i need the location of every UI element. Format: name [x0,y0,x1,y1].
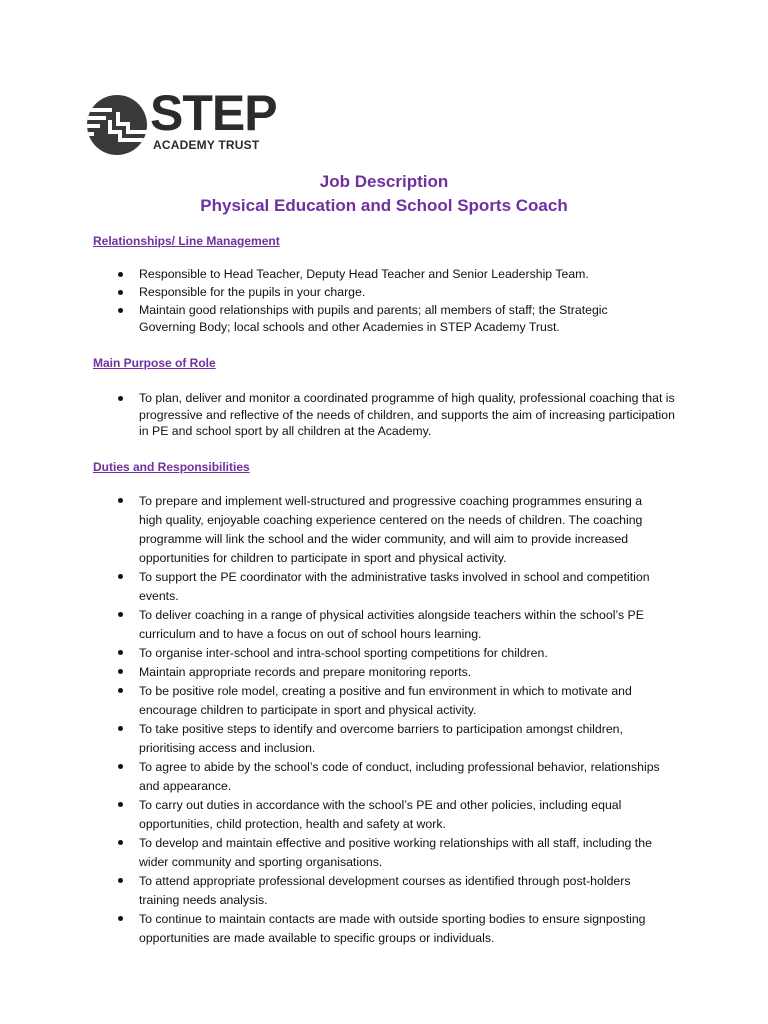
bullet-icon [118,688,123,693]
bullet-icon [118,290,123,295]
main-purpose-list [0,390,684,440]
list-item: To organise inter-school and intra-school sporting competitions for children. [0,644,664,663]
list-item: Maintain good relationships with pupils and parents; all members of staff; the Strategic Governing Body; local schools and other Academies in STEP Academy Trust. [0,302,649,336]
list-item: Maintain appropriate records and prepare monitoring reports. [0,663,664,682]
list-item: To support the PE coordinator with the administrative tasks involved in school and competition events. [0,568,664,606]
bullet-icon [118,574,123,579]
bullet-icon [118,308,123,313]
list-item: Responsible to Head Teacher, Deputy Head Teacher and Senior Leadership Team. [0,266,649,283]
bullet-icon [118,612,123,617]
list-item: To agree to abide by the school’s code of conduct, including professional behavior, relationships and appearance. [0,758,664,796]
duties-list [0,492,664,948]
bullet-icon [118,726,123,731]
section-heading-duties: Duties and Responsibilities [93,460,250,474]
list-item: To deliver coaching in a range of physical activities alongside teachers within the school’s PE curriculum and to have a focus on out of school hours learning. [0,606,664,644]
list-item: To take positive steps to identify and overcome barriers to participation amongst children, prioritising access and inclusion. [0,720,664,758]
step-logo-mark-icon [86,94,148,156]
section-heading-relationships: Relationships/ Line Management [93,234,280,248]
bullet-icon [118,669,123,674]
list-item: Responsible for the pupils in your charge. [0,284,649,301]
list-item: To continue to maintain contacts are made with outside sporting bodies to ensure signposting opportunities are made available to specific groups or individuals. [0,910,664,948]
bullet-icon [118,272,123,277]
list-item: To prepare and implement well-structured and progressive coaching programmes ensuring a high quality, enjoyable coaching experience centered on the needs of children. The coaching programme will link the school and the wider community, and will aim to provide increased opportunities for children to participate in sport and physical activity. [0,492,664,568]
document-title: Job Description [319,172,449,191]
bullet-icon [118,396,123,401]
bullet-icon [118,840,123,845]
list-item: To be positive role model, creating a positive and fun environment in which to motivate and encourage children to participate in sport and physical activity. [0,682,664,720]
bullet-icon [118,878,123,883]
document-subtitle: Physical Education and School Sports Coach [200,196,568,215]
list-item: To develop and maintain effective and positive working relationships with all staff, including the wider community and sporting organisations. [0,834,664,872]
relationships-list [0,266,649,337]
logo-subtitle: ACADEMY TRUST [153,138,260,152]
bullet-icon [118,498,123,503]
list-item: To carry out duties in accordance with the school’s PE and other policies, including equal opportunities, child protection, health and safety at work. [0,796,664,834]
list-item: To plan, deliver and monitor a coordinated programme of high quality, professional coaching that is progressive and reflective of the needs of children, and supports the aim of increasing participation in PE and school sport by all children at the Academy. [0,390,684,440]
bullet-icon [118,802,123,807]
section-heading-main-purpose: Main Purpose of Role [93,356,216,370]
bullet-icon [118,764,123,769]
bullet-icon [118,916,123,921]
list-item: To attend appropriate professional development courses as identified through post-holders training needs analysis. [0,872,664,910]
step-academy-trust-logo [86,85,277,156]
logo-wordmark: STEP [150,85,277,141]
bullet-icon [118,650,123,655]
